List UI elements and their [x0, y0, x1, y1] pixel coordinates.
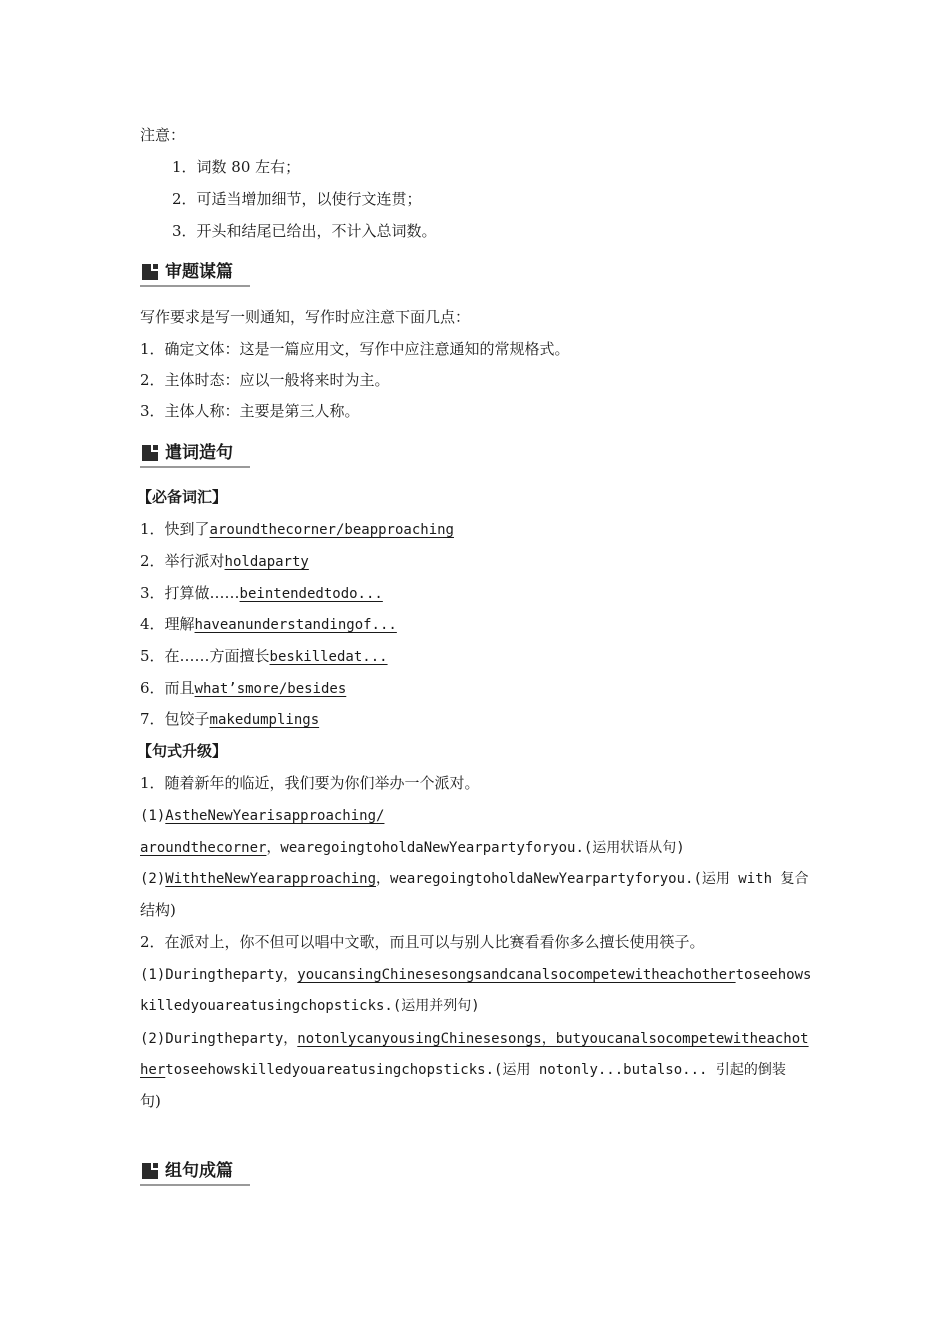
vocab-cn: 6．而且 [140, 679, 195, 697]
vocab-en: aroundthecorner/beapproaching [209, 522, 454, 538]
sentence-rest: ，wearegoingtoholdaNewYearpartyforyou.(运用状语从句) [266, 840, 685, 856]
vocab-cn: 7．包饺子 [140, 710, 210, 728]
vocab-cn: 3．打算做…… [140, 584, 240, 602]
underlined-answer: WiththeNewYearapproaching [165, 871, 377, 887]
version-prefix: (2)Duringtheparty， [140, 1031, 298, 1047]
vocab-item [140, 519, 812, 540]
sentence-prompt: 1．随着新年的临近，我们要为你们举办一个派对。 [140, 774, 480, 792]
notes-item: 1．词数 80 左右； [172, 158, 301, 176]
sentence-rest: toseehowskilledyouareatusingchopsticks.(运用 notonly...butalso... 引起的倒装 [165, 1062, 786, 1078]
notes-heading: 注意： [140, 126, 186, 144]
section-heading-wording [140, 440, 250, 468]
vocab-item [140, 678, 812, 699]
vocab-cn: 1．快到了 [140, 520, 210, 538]
version-prefix: (2) [140, 871, 166, 887]
sentence-version-cont [140, 1059, 812, 1080]
underlined-answer: her [140, 1062, 166, 1078]
section-square-icon [142, 445, 158, 461]
vocab-item [140, 583, 812, 604]
section-square-icon [142, 1163, 158, 1179]
sentence-prompt: 2．在派对上，你不但可以唱中文歌，而且可以与别人比赛看看你多么擅长使用筷子。 [140, 933, 705, 951]
sentence-version-cont: killedyouareatusingchopsticks.(运用并列句) [140, 998, 480, 1014]
sentence-version [140, 868, 812, 889]
vocab-item [140, 646, 812, 667]
vocab-item [140, 709, 812, 730]
version-prefix: (1)Duringtheparty， [140, 967, 298, 983]
list-item: 3．主体人称：主要是第三人称。 [140, 402, 360, 420]
vocab-en: what’smore/besides [194, 681, 347, 697]
sentence-version [140, 964, 812, 985]
section-intro: 写作要求是写一则通知，写作时应注意下面几点： [140, 308, 471, 326]
sentence-version-cont: 结构) [140, 901, 176, 919]
vocab-label: 【必备词汇】 [137, 488, 228, 506]
sentence-rest: toseehows [735, 967, 812, 983]
vocab-cn: 5．在……方面擅长 [140, 647, 270, 665]
notes-item: 3．开头和结尾已给出，不计入总词数。 [172, 222, 437, 240]
section-square-icon [142, 264, 158, 280]
notes-item: 2．可适当增加细节，以使行文连贯； [172, 190, 422, 208]
vocab-cn: 2．举行派对 [140, 552, 225, 570]
sentence-rest: ，wearegoingtoholdaNewYearpartyforyou.(运用 with 复合 [376, 871, 809, 887]
vocab-en: beintendedtodo... [239, 586, 383, 602]
sentence-version [140, 1028, 812, 1049]
vocab-item [140, 614, 812, 635]
version-prefix: (1) [140, 808, 166, 824]
sentence-version-cont: 句) [140, 1092, 161, 1110]
sentence-version-cont [140, 837, 812, 858]
underlined-answer: aroundthecorner [140, 840, 267, 856]
vocab-en: makedumplings [209, 712, 320, 728]
section-title: 组句成篇 [165, 1161, 233, 1181]
section-heading-composition [140, 1158, 250, 1186]
list-item: 2．主体时态：应以一般将来时为主。 [140, 371, 390, 389]
section-title: 审题谋篇 [165, 262, 233, 282]
section-heading-planning [140, 259, 250, 287]
vocab-en: holdaparty [224, 554, 309, 570]
section-title: 遣词造句 [165, 443, 233, 463]
vocab-en: beskilledat... [269, 649, 388, 665]
underlined-answer: youcansingChinesesongsandcanalsocompetewitheachother [297, 967, 736, 983]
sentence-version [140, 805, 812, 826]
underlined-answer: AstheNewYearisapproaching/ [165, 808, 385, 824]
vocab-en: haveanunderstandingof... [194, 617, 397, 633]
vocab-cn: 4．理解 [140, 615, 195, 633]
list-item: 1．确定文体：这是一篇应用文，写作中应注意通知的常规格式。 [140, 340, 570, 358]
sentence-label: 【句式升级】 [137, 742, 228, 760]
vocab-item [140, 551, 812, 572]
underlined-answer: notonlycanyousingChinesesongs，butyoucanalsocompetewitheachot [297, 1031, 809, 1047]
